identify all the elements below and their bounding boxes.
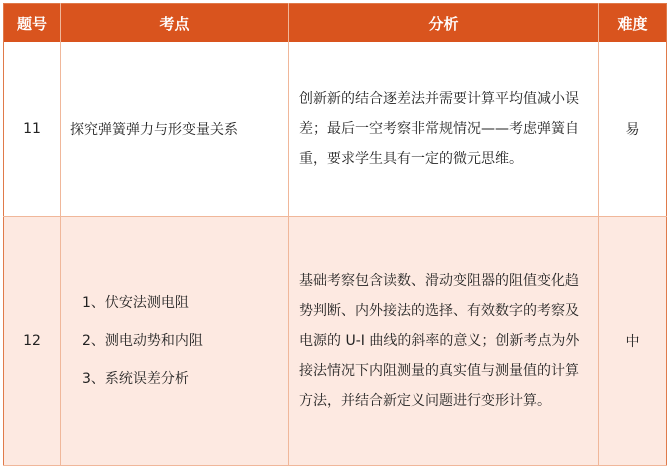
- difficulty-cell: 易: [599, 42, 667, 216]
- exam-analysis-table: [3, 3, 667, 466]
- test-point-item: 2、测电动势和内阻: [82, 332, 203, 349]
- test-point-cell: [61, 42, 289, 216]
- test-point-item: 探究弹簧弹力与形变量关系: [70, 121, 238, 138]
- question-number: 12: [4, 216, 61, 465]
- analysis-cell: 创新新的结合逐差法并需要计算平均值减小误差；最后一空考察非常规情况——考虑弹簧自重，要求学生具有一定的微元思维。: [289, 42, 599, 216]
- header-difficulty: 难度: [599, 4, 667, 43]
- analysis-cell: 基础考察包含读数、滑动变阻器的阻值变化趋势判断、内外接法的选择、有效数字的考察及电源的 U-I 曲线的斜率的意义；创新考点为外接法情况下内阻测量的真实值与测量值的计算方法，并结合新定义问题进行变形计算。: [289, 216, 599, 465]
- table-row: [4, 216, 667, 465]
- table-row: [4, 42, 667, 216]
- test-point-item: 1、伏安法测电阻: [82, 294, 189, 311]
- difficulty-cell: 中: [599, 216, 667, 465]
- test-point-cell: [61, 216, 289, 465]
- table-header-row: [4, 4, 667, 43]
- question-number: 11: [4, 42, 61, 216]
- test-point-item: 3、系统误差分析: [82, 370, 189, 387]
- header-analysis: 分析: [289, 4, 599, 43]
- header-number: 题号: [4, 4, 61, 43]
- header-test-point: 考点: [61, 4, 289, 43]
